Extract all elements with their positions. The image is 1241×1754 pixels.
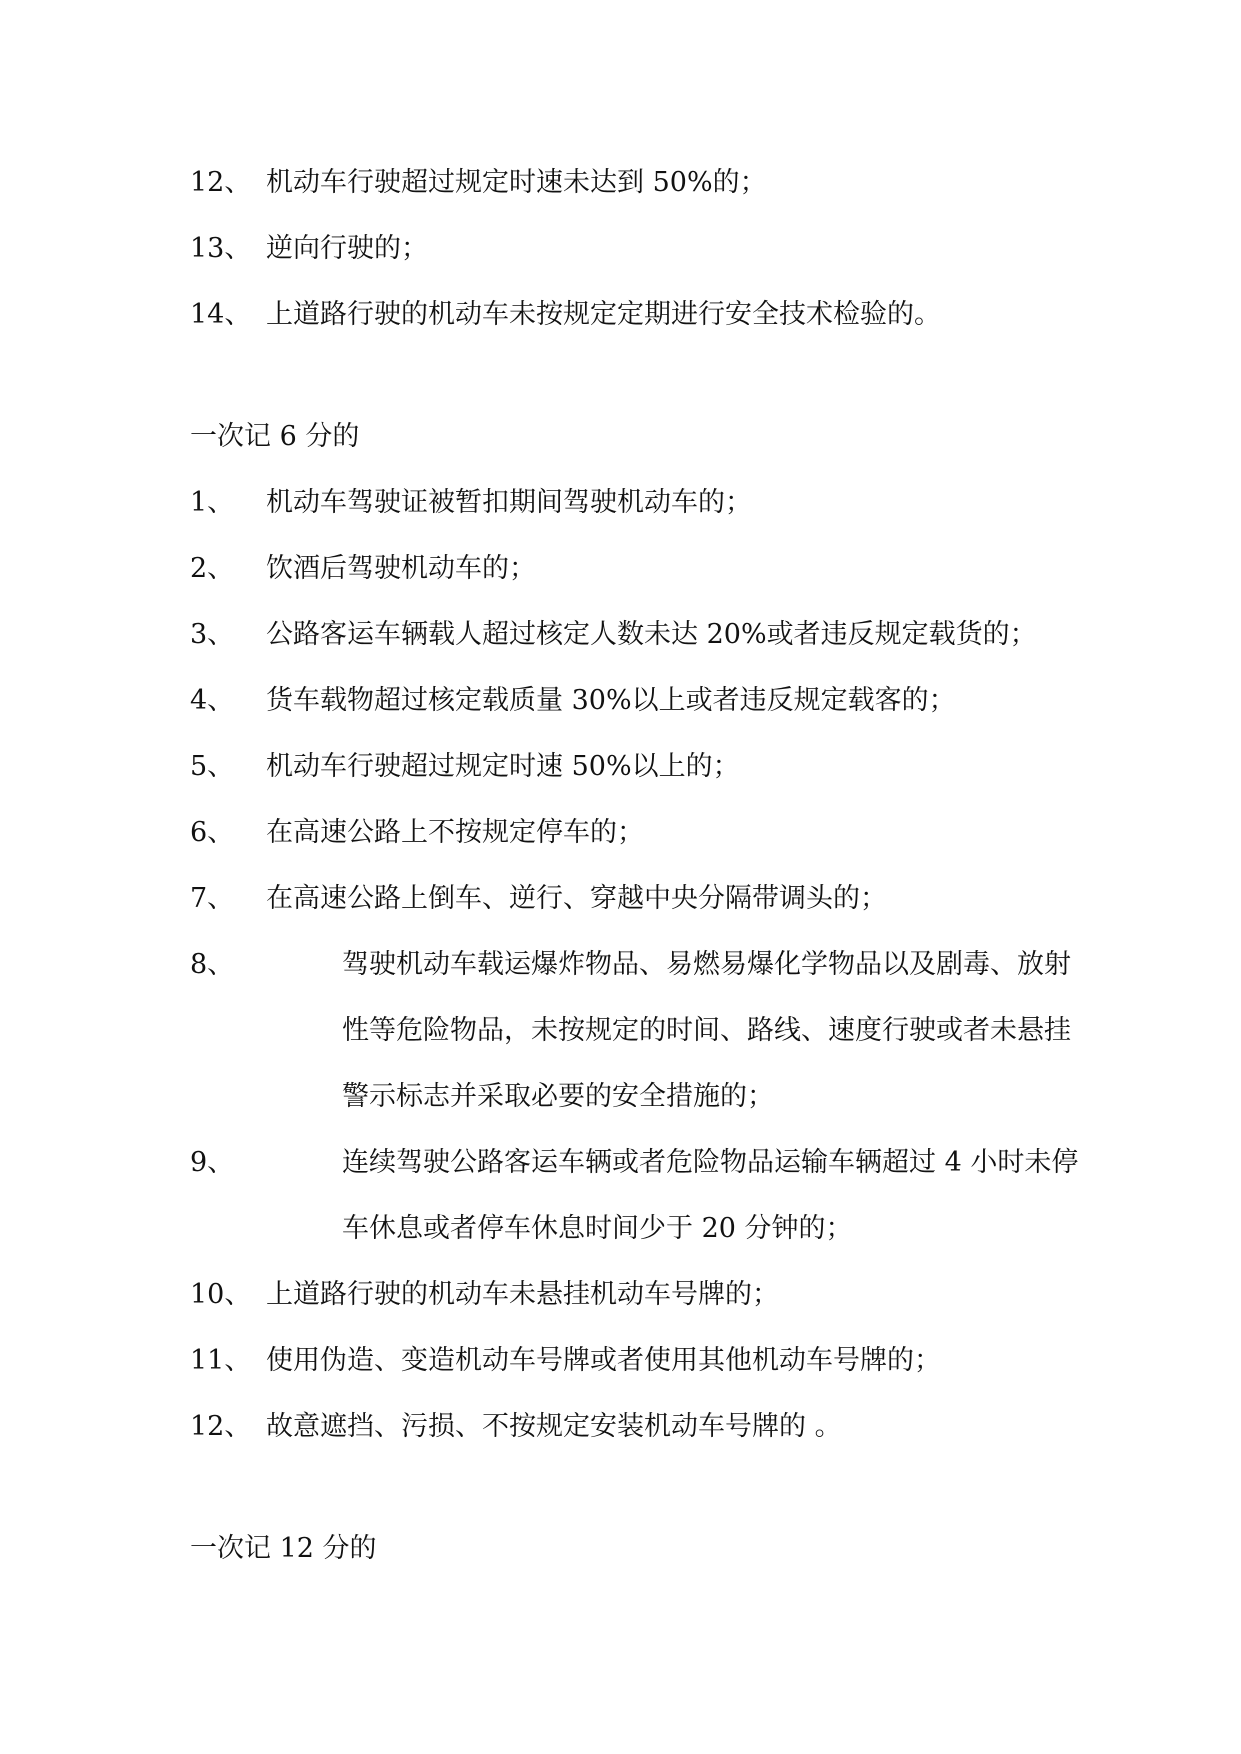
item-number: 2、 — [190, 553, 235, 584]
item-text: 饮酒后驾驶机动车的； — [266, 553, 536, 584]
item-text-line: 警示标志并采取必要的安全措施的； — [342, 1081, 774, 1112]
list-item — [190, 602, 1070, 668]
item-text: 故意遮挡、污损、不按规定安装机动车号牌的 。 — [266, 1411, 842, 1442]
item-number: 3、 — [190, 619, 235, 650]
item-number: 8、 — [190, 949, 235, 980]
item-text: 上道路行驶的机动车未按规定定期进行安全技术检验的。 — [266, 299, 941, 330]
list-item — [190, 536, 1070, 602]
item-number: 1、 — [190, 487, 235, 518]
item-number: 13、 — [190, 233, 252, 264]
list-item — [190, 1394, 1070, 1460]
list-item — [190, 216, 1070, 282]
item-number: 14、 — [190, 299, 252, 330]
item-number: 9、 — [190, 1147, 235, 1178]
item-text: 上道路行驶的机动车未悬挂机动车号牌的； — [266, 1279, 779, 1310]
item-text — [342, 1130, 1146, 1262]
item-text-line: 车休息或者停车休息时间少于 20 分钟的； — [342, 1213, 853, 1244]
item-text: 在高速公路上倒车、逆行、穿越中央分隔带调头的； — [266, 883, 887, 914]
item-text: 使用伪造、变造机动车号牌或者使用其他机动车号牌的； — [266, 1345, 941, 1376]
list-item — [190, 150, 1070, 216]
section-heading-12-points: 一次记 12 分的 — [190, 1533, 377, 1564]
item-text-line: 驾驶机动车载运爆炸物品、易燃易爆化学物品以及剧毒、放射 — [342, 949, 1071, 980]
item-number: 7、 — [190, 883, 235, 914]
item-text: 公路客运车辆载人超过核定人数未达 20%或者违反规定载货的； — [266, 619, 1037, 650]
six-points-list — [190, 470, 1079, 1460]
list-item — [190, 734, 1070, 800]
item-text-line: 性等危险物品，未按规定的时间、路线、速度行驶或者未悬挂 — [342, 1015, 1071, 1046]
item-text-line: 连续驾驶公路客运车辆或者危险物品运输车辆超过 4 小时未停 — [342, 1147, 1079, 1178]
list-item — [190, 668, 1070, 734]
item-text: 机动车行驶超过规定时速 50%以上的； — [266, 751, 740, 782]
list-item — [190, 800, 1070, 866]
list-item — [190, 1262, 1070, 1328]
item-text: 货车载物超过核定载质量 30%以上或者违反规定载客的； — [266, 685, 956, 716]
item-number: 6、 — [190, 817, 235, 848]
list-item — [190, 282, 1070, 348]
list-item — [190, 1130, 1079, 1262]
continued-list — [190, 150, 1070, 348]
item-text: 逆向行驶的； — [266, 233, 428, 264]
item-number: 12、 — [190, 1411, 252, 1442]
list-item — [190, 1328, 1070, 1394]
section-heading-6-points: 一次记 6 分的 — [190, 421, 360, 452]
item-number: 4、 — [190, 685, 235, 716]
list-item — [190, 866, 1070, 932]
item-number: 5、 — [190, 751, 235, 782]
list-item — [190, 470, 1070, 536]
item-text: 机动车驾驶证被暂扣期间驾驶机动车的； — [266, 487, 752, 518]
item-number: 10、 — [190, 1279, 252, 1310]
item-number: 11、 — [190, 1345, 252, 1376]
item-text: 机动车行驶超过规定时速未达到 50%的； — [266, 167, 767, 198]
list-item — [190, 932, 1070, 1130]
item-text: 在高速公路上不按规定停车的； — [266, 817, 644, 848]
item-number: 12、 — [190, 167, 252, 198]
item-text — [342, 932, 1146, 1130]
